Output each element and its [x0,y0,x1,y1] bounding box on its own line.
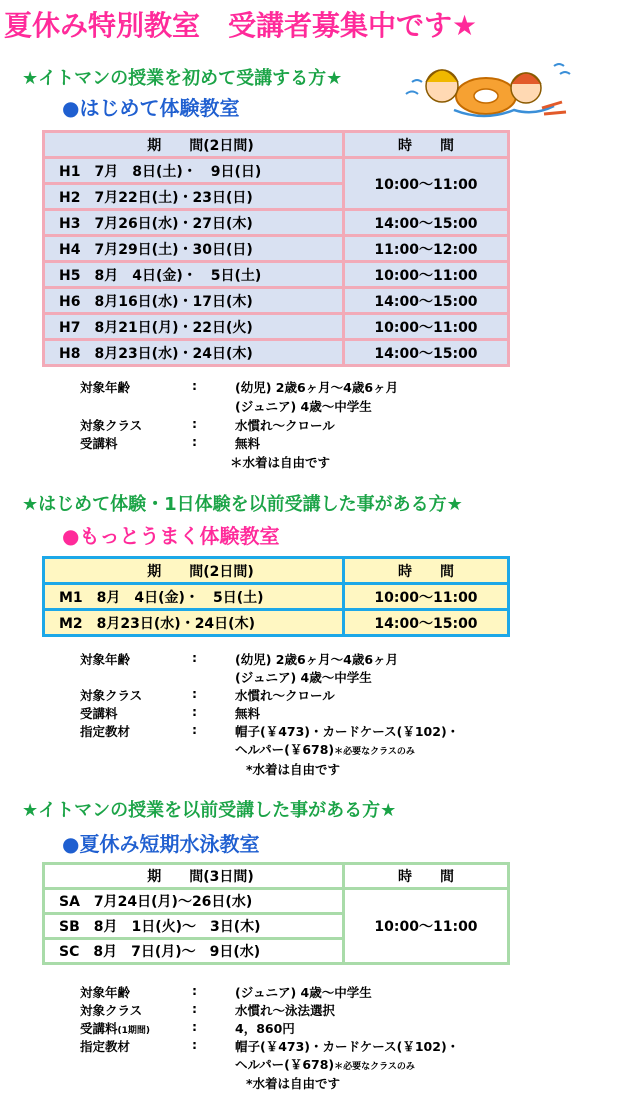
class-value: 水慣れ～クロール [235,418,335,433]
column-header-time: 時 間 [345,559,507,582]
separator: : [192,650,197,665]
period-cell: SA 7月24日(月)～26日(水) [45,890,342,912]
schedule-table-motto [42,556,510,637]
age-value: (ジュニア) 4歳～中学生 [235,985,372,1000]
separator: : [192,1019,197,1034]
age-value: (幼児) 2歳6ヶ月～4歳6ヶ月 [235,652,399,667]
time-cell: 14:00～15:00 [345,211,507,234]
period-cell: M1 8月 4日(金)・ 5日(土) [45,585,342,608]
age-label: 対象年齢 [80,985,131,1000]
course-info-tanki [80,983,520,1093]
time-cell: 10:00～11:00 [345,159,507,208]
period-cell: H5 8月 4日(金)・ 5日(土) [45,263,342,286]
age-label: 対象年齢 [80,380,131,395]
period-cell: SB 8月 1日(火)～ 3日(木) [45,915,342,937]
schedule-table-hajimete [42,130,510,367]
column-header-time: 時 間 [345,133,507,156]
class-label: 対象クラス [80,1003,143,1018]
table-row [45,211,507,234]
period-cell: H6 8月16日(水)・17日(木) [45,289,342,312]
class-label: 対象クラス [80,418,143,433]
fee-label-text: 受講料 [80,1021,118,1036]
age-value: (幼児) 2歳6ヶ月～4歳6ヶ月 [235,380,399,395]
period-cell: H4 7月29日(土)・30日(日) [45,237,342,260]
material-value [235,1055,415,1073]
helper-price: ヘルパー(￥678) [235,742,335,757]
age-value: (ジュニア) 4歳～中学生 [235,399,372,414]
table-row [45,289,507,312]
target-audience-heading-3: ★イトマンの授業を以前受講した事がある方★ [22,800,397,821]
period-cell: H2 7月22日(土)・23日(日) [45,185,342,208]
period-cell: H7 8月21日(月)・22日(火) [45,315,342,338]
column-header-period: 期 間(3日間) [45,865,342,887]
course-title-motto: ●もっとうまく体験教室 [62,524,280,548]
time-cell: 14:00～15:00 [345,611,507,634]
period-cell: SC 8月 7日(月)～ 9日(水) [45,940,342,962]
course-info-motto [80,650,520,780]
separator: : [192,704,197,719]
column-header-time: 時 間 [345,865,507,887]
target-audience-heading-1: ★イトマンの授業を初めて受講する方★ [22,68,343,89]
fee-value: 4，860円 [235,1021,295,1036]
separator: : [192,1037,197,1052]
time-cell: 14:00～15:00 [345,341,507,364]
course-info-hajimete [80,378,520,470]
time-cell: 10:00～11:00 [345,315,507,338]
separator: : [192,378,197,393]
fee-value: 無料 [235,436,261,451]
table-row [45,585,507,608]
material-note: ＊必要なクラスのみ [334,1062,415,1072]
swimsuit-note: ＊水着は自由です [230,455,331,470]
table-row [45,159,507,182]
column-header-period: 期 間(2日間) [45,559,342,582]
time-cell: 10:00～11:00 [345,585,507,608]
time-cell: 14:00～15:00 [345,289,507,312]
swimming-children-icon [404,52,574,124]
swimsuit-note: *水着は自由です [246,762,341,777]
class-label: 対象クラス [80,688,143,703]
material-value [235,740,415,758]
table-row [45,315,507,338]
table-row [45,611,507,634]
period-cell: H8 8月23日(水)・24日(木) [45,341,342,364]
time-cell: 10:00～11:00 [345,890,507,962]
swimsuit-note: *水着は自由です [246,1076,341,1091]
period-cell: H1 7月 8日(土)・ 9日(日) [45,159,342,182]
fee-label: 受講料 [80,436,118,451]
time-cell: 10:00～11:00 [345,263,507,286]
separator: : [192,722,197,737]
material-note: ＊必要なクラスのみ [334,747,415,757]
table-row [45,263,507,286]
separator: : [192,416,197,431]
separator: : [192,686,197,701]
time-cell: 11:00～12:00 [345,237,507,260]
period-cell: M2 8月23日(水)・24日(木) [45,611,342,634]
age-label: 対象年齢 [80,652,131,667]
schedule-table-tanki [42,862,510,965]
fee-label: 受講料 [80,706,118,721]
table-row [45,890,507,912]
period-cell: H3 7月26日(水)・27日(木) [45,211,342,234]
material-label: 指定教材 [80,724,131,739]
material-value: 帽子(￥473)・カードケース(￥102)・ [235,724,460,739]
separator: : [192,983,197,998]
table-row [45,341,507,364]
table-row [45,237,507,260]
age-value: (ジュニア) 4歳～中学生 [235,670,372,685]
target-audience-heading-2: ★はじめて体験・1日体験を以前受講した事がある方★ [22,494,463,515]
material-value: 帽子(￥473)・カードケース(￥102)・ [235,1039,460,1054]
column-header-period: 期 間(2日間) [45,133,342,156]
class-value: 水慣れ～泳法選択 [235,1003,336,1018]
class-value: 水慣れ～クロール [235,688,335,703]
page-title: 夏休み特別教室 受講者募集中です★ [4,9,478,42]
fee-label [80,1019,150,1037]
course-title-tanki: ●夏休み短期水泳教室 [62,832,260,856]
material-label: 指定教材 [80,1039,131,1054]
separator: : [192,1001,197,1016]
helper-price: ヘルパー(￥678) [235,1057,335,1072]
fee-period-note: (1期間) [117,1026,151,1036]
course-title-hajimete: ●はじめて体験教室 [62,96,240,120]
separator: : [192,434,197,449]
fee-value: 無料 [235,706,261,721]
